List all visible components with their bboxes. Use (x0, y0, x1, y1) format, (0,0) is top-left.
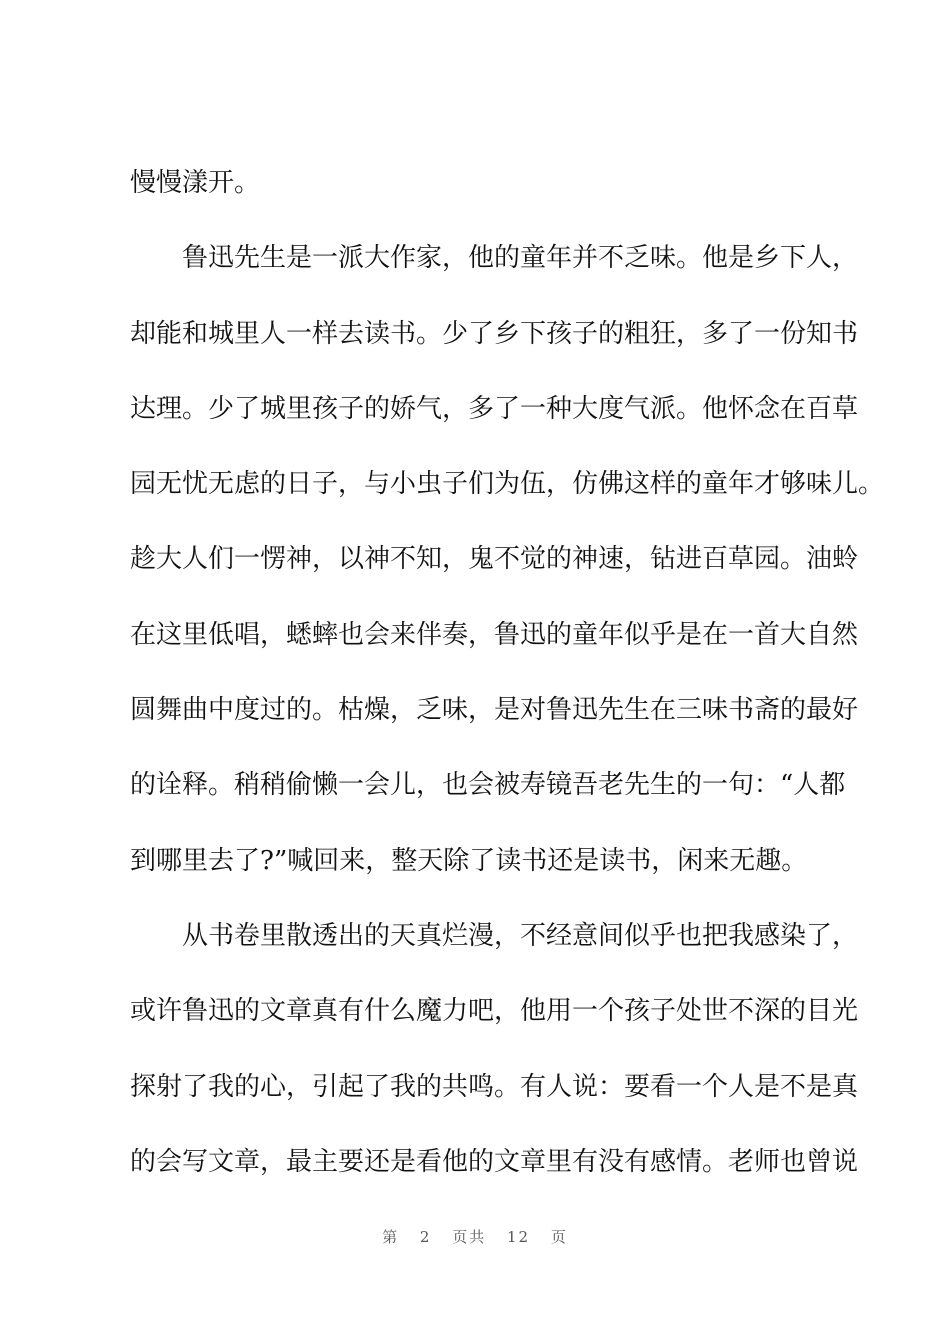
page-label-suffix: 页 (550, 1228, 568, 1246)
text-line: 趁大人们一愣神，以神不知，鬼不觉的神速，钻进百草园。油蛉 (130, 544, 859, 575)
text-line: 慢慢漾开。 (130, 168, 261, 198)
text-line: 圆舞曲中度过的。枯燥，乏味，是对鲁迅先生在三味书斋的最好 (130, 695, 859, 726)
body-text (130, 146, 885, 1200)
page-label-prefix: 第 (382, 1228, 400, 1246)
text-line: 到哪里去了?”喊回来，整天除了读书还是读书，闲来无趣。 (130, 845, 808, 876)
paragraph-first-line: 鲁迅先生是一派大作家，他的童年并不乏味。他是乡下人， (182, 243, 859, 274)
text-line: 在这里低唱，蟋蟀也会来伴奏，鲁迅的童年似乎是在一首大自然 (130, 619, 859, 650)
text-line: 的诠释。稍稍偷懒一会儿，也会被寿镜吾老先生的一句：“人都 (130, 770, 846, 801)
text-line: 园无忧无虑的日子，与小虫子们为伍，仿佛这样的童年才够味儿。 (130, 469, 885, 500)
text-line: 却能和城里人一样去读书。少了乡下孩子的粗狂，多了一份知书 (130, 318, 859, 349)
text-line: 探射了我的心，引起了我的共鸣。有人说：要看一个人是不是真 (130, 1071, 859, 1102)
page-number: 2 (419, 1228, 432, 1246)
text-line: 的会写文章，最主要还是看他的文章里有没有感情。老师也曾说 (130, 1146, 859, 1177)
text-line: 达理。少了城里孩子的娇气，多了一种大度气派。他怀念在百草 (130, 393, 859, 424)
total-pages: 12 (507, 1228, 531, 1246)
text-line: 或许鲁迅的文章真有什么魔力吧，他用一个孩子处世不深的目光 (130, 996, 859, 1027)
page-footer (0, 1226, 950, 1247)
page-label-mid: 页共 (452, 1228, 487, 1246)
paragraph-first-line: 从书卷里散透出的天真烂漫，不经意间似乎也把我感染了， (182, 920, 859, 951)
